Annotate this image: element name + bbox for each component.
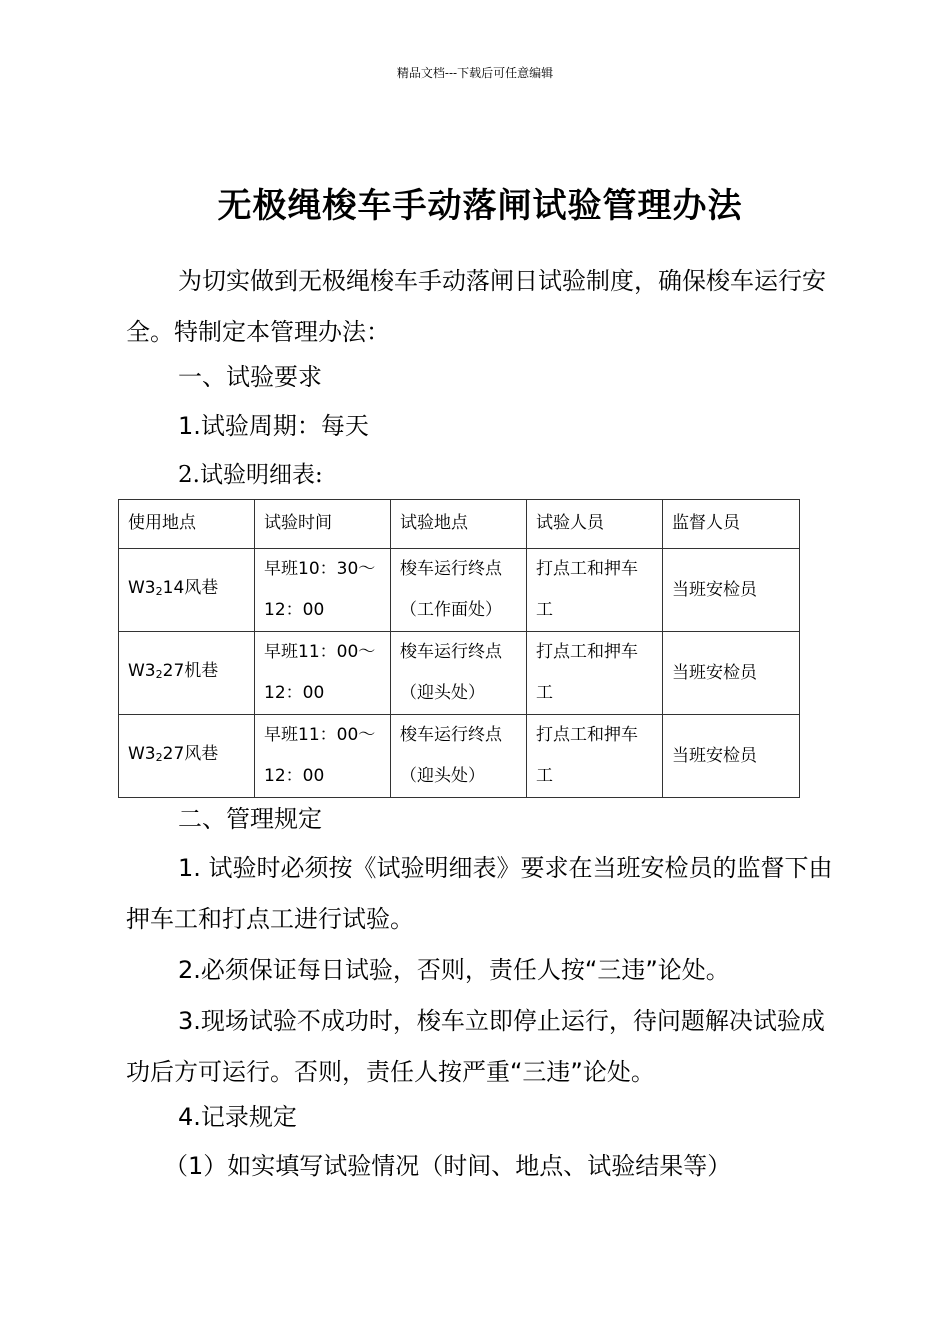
header-note: 精品文档---下载后可任意编辑 <box>396 66 554 80</box>
trial-table-caption: 2.试验明细表: <box>178 462 323 488</box>
place-cell: 梭车运行终点 （迎头处） <box>391 715 527 798</box>
location-cell: $W3_227$风巷 <box>119 715 255 798</box>
trial-detail-table <box>118 499 800 798</box>
rule-2: 2.必须保证每日试验，否则，责任人按“三违”论处。 <box>178 956 730 984</box>
document-title: 无极绳梭车手动落闸试验管理办法 <box>217 186 743 226</box>
location-cell: $W3_214$风巷 <box>119 549 255 632</box>
table-header-row <box>119 500 800 549</box>
table-row <box>119 632 800 715</box>
rule-1: 1. 试验时必须按《试验明细表》要求在当班安检员的监督下由押车工和打点工进行试验。 <box>126 854 833 933</box>
table-row <box>119 549 800 632</box>
rule-3: 3.现场试验不成功时，梭车立即停止运行，待问题解决试验成功后方可运行。否则，责任人按严重“三违”论处。 <box>126 1007 825 1086</box>
supervisor-cell: 当班安检员 <box>663 632 800 715</box>
trial-period: 1.试验周期：每天 <box>178 412 369 440</box>
rule-4: 4.记录规定 <box>178 1103 297 1131</box>
people-cell: 打点工和押车 工 <box>527 549 663 632</box>
location-cell: $W3_227$机巷 <box>119 632 255 715</box>
people-cell: 打点工和押车 工 <box>527 632 663 715</box>
people-cell: 打点工和押车 工 <box>527 715 663 798</box>
rule-4-1: （1）如实填写试验情况（时间、地点、试验结果等） <box>164 1152 732 1180</box>
supervisor-cell: 当班安检员 <box>663 549 800 632</box>
time-cell: 早班11：00～ 12：00 <box>255 715 391 798</box>
place-cell: 梭车运行终点 （迎头处） <box>391 632 527 715</box>
section1-heading: 一、试验要求 <box>178 363 322 391</box>
table-row <box>119 715 800 798</box>
supervisor-cell: 当班安检员 <box>663 715 800 798</box>
header-cell: 试验人员 <box>527 500 663 549</box>
time-cell: 早班11：00～ 12：00 <box>255 632 391 715</box>
time-cell: 早班10：30～ 12：00 <box>255 549 391 632</box>
header-cell: 监督人员 <box>663 500 800 549</box>
place-cell: 梭车运行终点 （工作面处） <box>391 549 527 632</box>
header-cell: 试验时间 <box>255 500 391 549</box>
section2-heading: 二、管理规定 <box>178 805 322 833</box>
intro-paragraph: 为切实做到无极绳梭车手动落闸日试验制度，确保梭车运行安全。特制定本管理办法： <box>126 267 826 346</box>
header-cell: 使用地点 <box>119 500 255 549</box>
header-cell: 试验地点 <box>391 500 527 549</box>
